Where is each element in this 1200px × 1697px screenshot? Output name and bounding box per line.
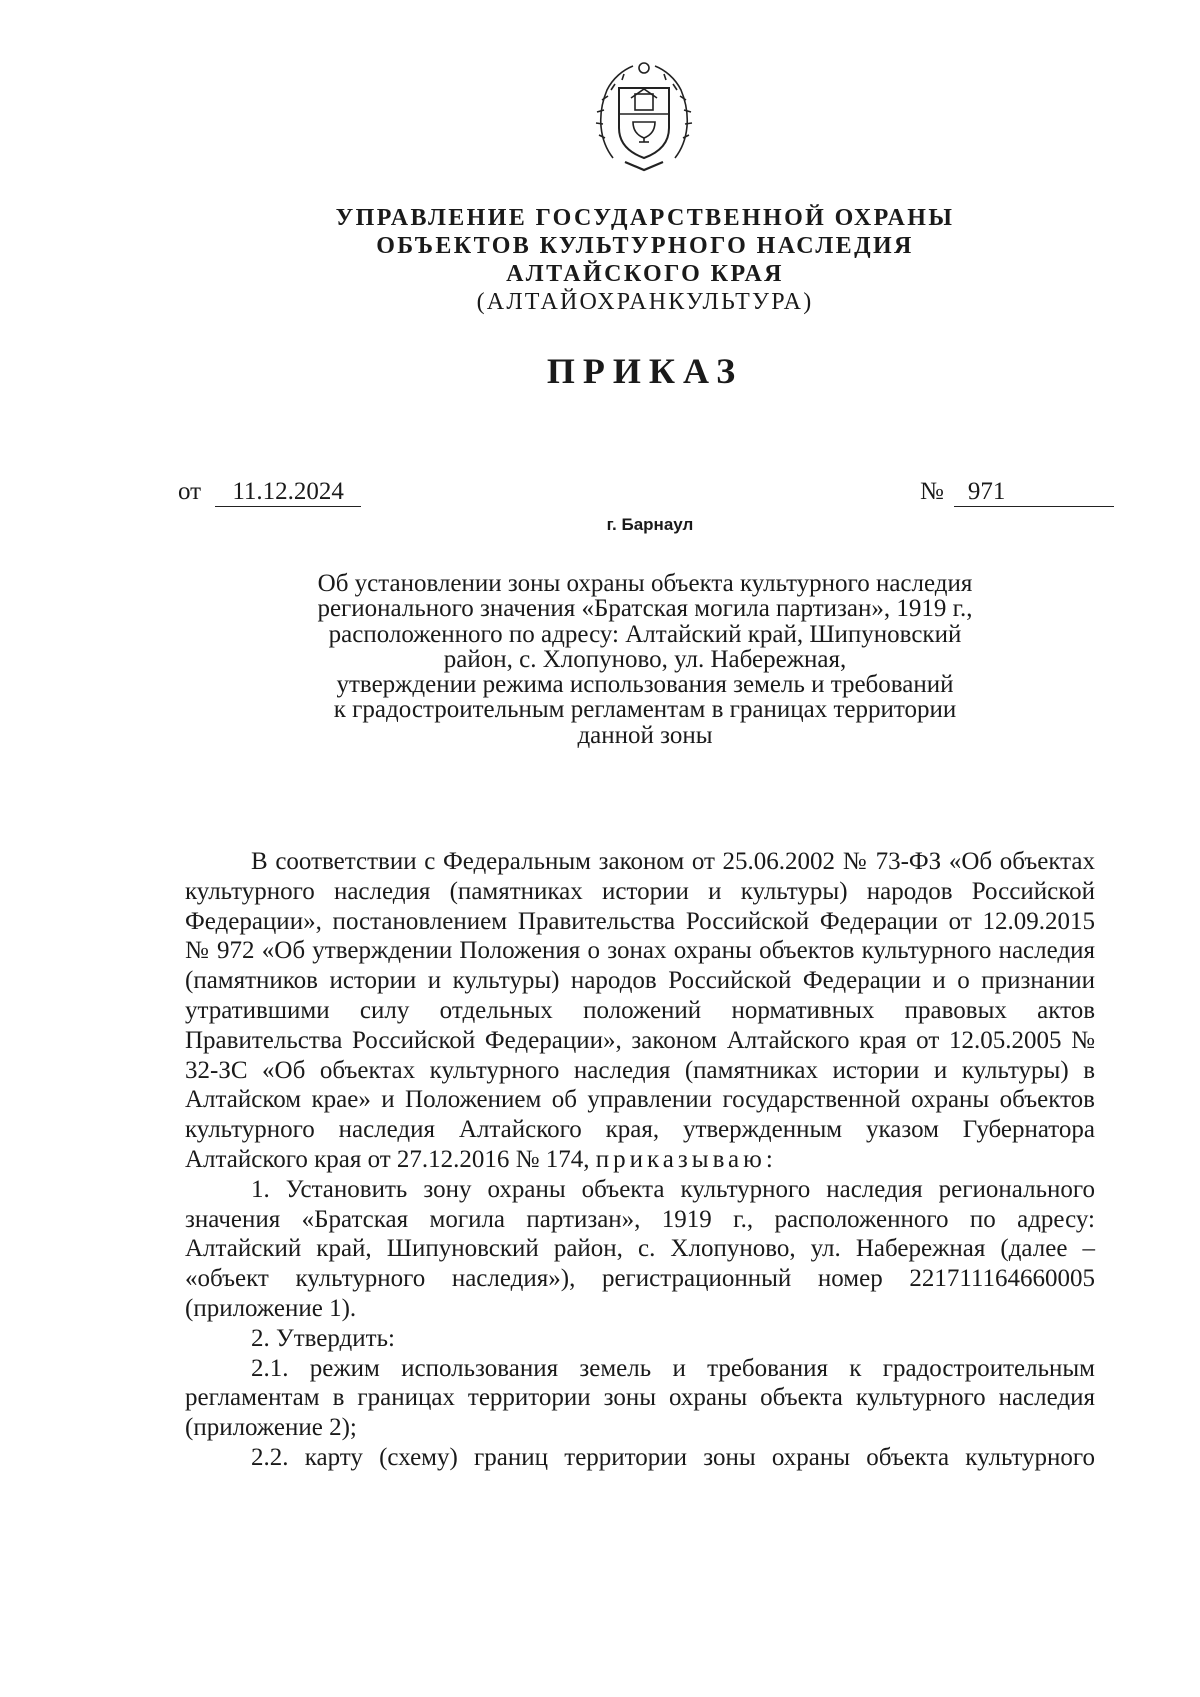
body-paragraph: 1. Установить зону охраны объекта культурного наследия регионального значения «Братская могила партизан», 1919 г., расположенного по адресу: Алтайский край, Шипуновский район, с. Хлопуново, ул. Набережная (далее – «объект культурного наследия»), регистрационный номер 221711164660005 (приложение 1). <box>185 1175 1095 1322</box>
subject-line: расположенного по адресу: Алтайский край, Шипуновский <box>328 620 962 648</box>
header-line: АЛТАЙСКОГО КРАЯ <box>506 261 784 287</box>
order-word: приказываю: <box>595 1145 777 1173</box>
body-paragraph: 2. Утвердить: <box>251 1324 395 1352</box>
subject-line: район, с. Хлопуново, ул. Набережная, <box>443 645 847 673</box>
date-prefix: от <box>178 478 202 505</box>
body-paragraph: 2.1. режим использования земель и требования к градостроительным регламентам в границах территории зоны охраны объекта культурного наследия (приложение 2); <box>185 1354 1095 1442</box>
organization-header <box>200 204 1090 316</box>
document-subject <box>215 571 1075 748</box>
document-body <box>185 847 1095 1473</box>
subject-line: данной зоны <box>577 721 713 749</box>
subject-line: к градостроительным регламентам в границах территории <box>333 696 957 724</box>
number-value: 971 <box>954 478 1114 507</box>
header-line: ОБЪЕКТОВ КУЛЬТУРНОГО НАСЛЕДИЯ <box>376 233 914 259</box>
city: г. Барнаул <box>606 515 694 534</box>
subject-line: регионального значения «Братская могила партизан», 1919 г., <box>317 595 973 623</box>
header-abbreviation: (АЛТАЙОХРАНКУЛЬТУРА) <box>476 289 814 315</box>
subject-line: Об установлении зоны охраны объекта культурного наследия <box>317 570 973 597</box>
subject-line: утверждении режима использования земель и требований <box>336 671 954 699</box>
document-type-title: ПРИКАЗ <box>546 351 744 391</box>
date-value: 11.12.2024 <box>215 478 361 507</box>
document-date <box>178 478 361 507</box>
preamble-text: В соответствии с Федеральным законом от 25.06.2002 № 73-ФЗ «Об объектах культурного наследия (памятниках истории и культуры) народов Российской Федерации», постановлением Правительства Российской Федерации от 12.09.2015 № 972 «Об утверждении Положения о зонах охраны объектов культурного наследия (памятников истории и культуры) народов Российской Федерации и о признании утратившими силу отдельных положений нормативных правовых актов Правительства Российской Федерации», законом Алтайского края от 12.05.2005 № 32-ЗС «Об объектах культурного наследия (памятниках истории и культуры) в Алтайском крае» и Положением об управлении государственной охраны объектов культурного наследия Алтайского края, утвержденным указом Губернатора Алтайского края от 27.12.2016 № 174, <box>185 848 1095 1173</box>
coat-of-arms-emblem <box>595 58 693 176</box>
header-line: УПРАВЛЕНИЕ ГОСУДАРСТВЕННОЙ ОХРАНЫ <box>335 205 955 231</box>
document-number <box>920 478 1114 507</box>
body-paragraph <box>185 847 1095 1175</box>
body-paragraph: 2.2. карту (схему) границ территории зоны охраны объекта культурного <box>251 1443 1095 1471</box>
number-prefix: № <box>920 478 944 505</box>
